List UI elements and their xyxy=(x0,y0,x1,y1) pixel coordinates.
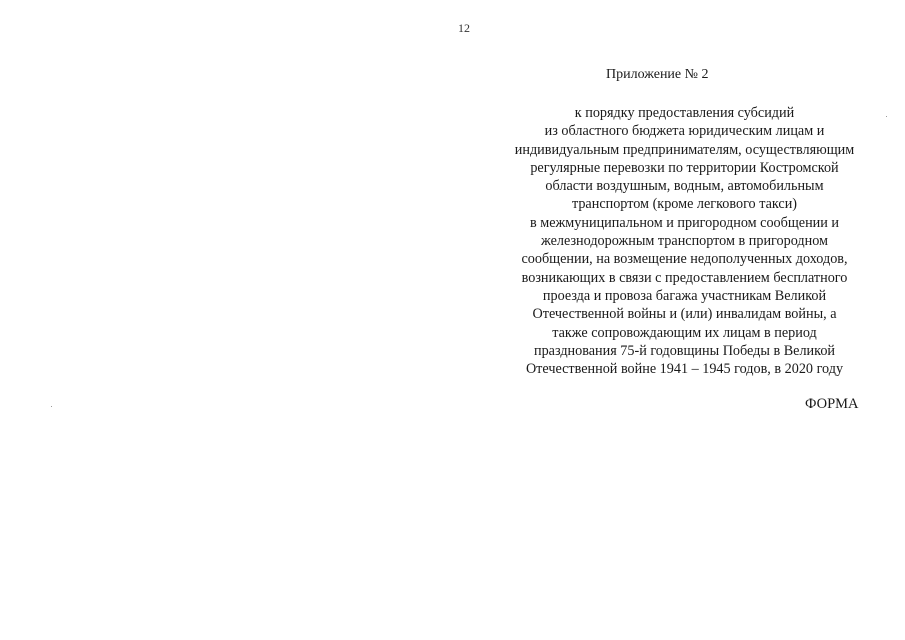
appendix-line: железнодорожным транспортом в пригородном xyxy=(540,233,829,250)
appendix-line: из областного бюджета юридическим лицам и xyxy=(544,123,825,140)
appendix-line: в межмуниципальном и пригородном сообщении и xyxy=(529,214,840,231)
page-number: 12 xyxy=(458,21,470,35)
appendix-line: сообщении, на возмещение недополученных доходов, xyxy=(521,251,848,268)
appendix-line: также сопровождающим их лицам в период xyxy=(552,324,817,341)
appendix-line: празднования 75-й годовщины Победы в Великой xyxy=(533,342,836,359)
appendix-line: Отечественной войне 1941 – 1945 годов, в 2020 году xyxy=(525,361,844,378)
appendix-line: области воздушным, водным, автомобильным xyxy=(545,178,824,195)
appendix-line: индивидуальным предпринимателям, осуществляющим xyxy=(514,141,855,158)
appendix-line: Отечественной войны и (или) инвалидам войны, а xyxy=(532,306,837,323)
scan-speck xyxy=(886,116,887,117)
scan-speck xyxy=(51,406,52,407)
appendix-line: регулярные перевозки по территории Костромской xyxy=(530,159,839,176)
appendix-line: транспортом (кроме легкового такси) xyxy=(571,196,798,213)
appendix-line: проезда и провоза багажа участникам Великой xyxy=(542,287,827,304)
appendix-description xyxy=(483,104,886,378)
appendix-title: Приложение № 2 xyxy=(606,67,709,82)
appendix-line: к порядку предоставления субсидий xyxy=(574,105,795,121)
appendix-line: возникающих в связи с предоставлением бесплатного xyxy=(521,269,848,286)
form-label: ФОРМА xyxy=(805,396,859,412)
